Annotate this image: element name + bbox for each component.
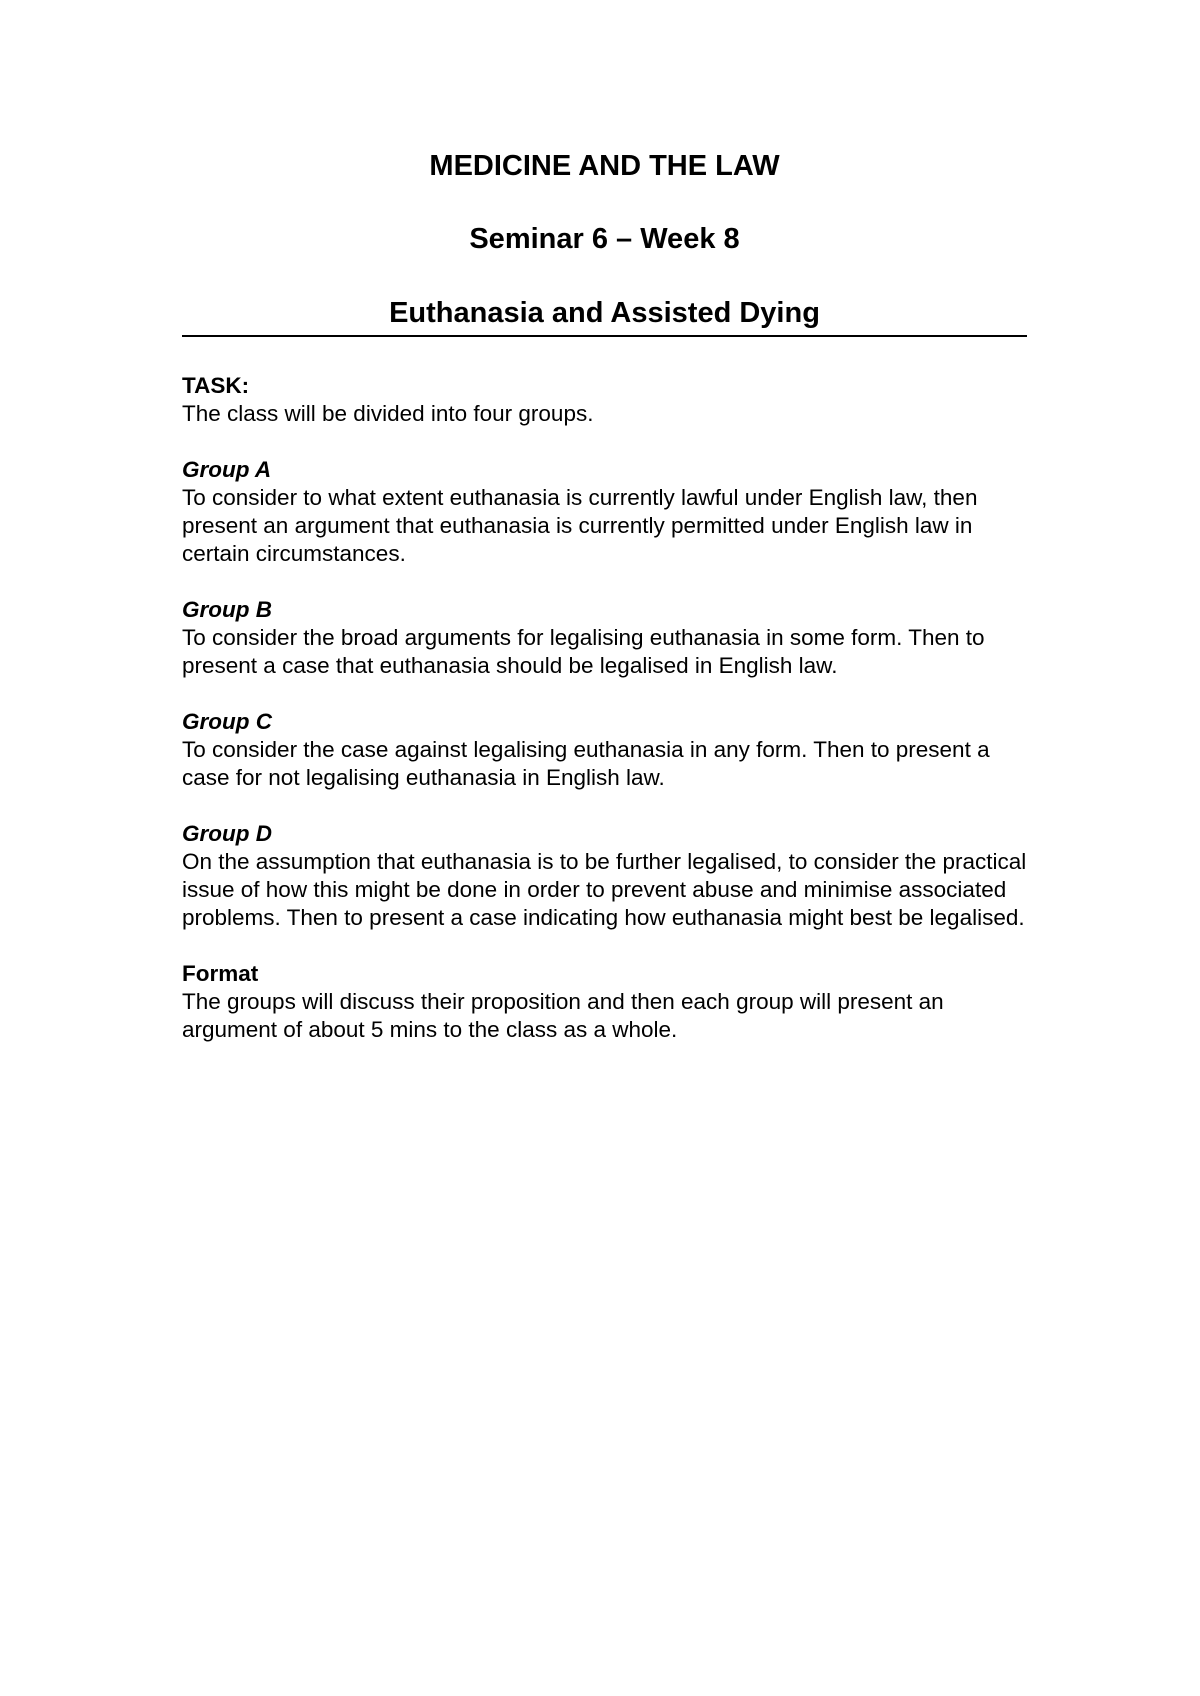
- group-a-heading: Group A: [182, 457, 272, 482]
- format-section: [182, 960, 1027, 1044]
- group-b-heading: Group B: [182, 597, 272, 622]
- group-b-section: [182, 596, 1027, 680]
- group-b-text: To consider the broad arguments for legalising euthanasia in some form. Then to present a case that euthanasia should be legalised in English law.: [182, 625, 985, 678]
- format-heading: Format: [182, 961, 259, 986]
- group-c-section: [182, 708, 1027, 792]
- group-d-heading: Group D: [182, 821, 272, 846]
- group-d-text: On the assumption that euthanasia is to be further legalised, to consider the practical issue of how this might be done in order to prevent abuse and minimise associated problems. Then to present a case indicating how euthanasia might best be legalised.: [182, 849, 1027, 930]
- task-heading: TASK:: [182, 373, 250, 398]
- group-a-text: To consider to what extent euthanasia is currently lawful under English law, then present an argument that euthanasia is currently permitted under English law in certain circumstances.: [182, 485, 978, 566]
- group-c-text: To consider the case against legalising euthanasia in any form. Then to present a case for not legalising euthanasia in English law.: [182, 737, 990, 790]
- document-topic: Euthanasia and Assisted Dying: [389, 297, 820, 329]
- task-text: The class will be divided into four groups.: [182, 401, 594, 426]
- document-title: MEDICINE AND THE LAW: [429, 150, 780, 182]
- document-subtitle: Seminar 6 – Week 8: [469, 223, 740, 255]
- task-section: [182, 372, 1027, 428]
- group-c-heading: Group C: [182, 709, 272, 734]
- group-d-section: [182, 820, 1027, 932]
- title-divider: [182, 335, 1027, 337]
- format-text: The groups will discuss their proposition and then each group will present an argument of about 5 mins to the class as a whole.: [182, 989, 944, 1042]
- group-a-section: [182, 456, 1027, 568]
- document-body: [182, 372, 1027, 1072]
